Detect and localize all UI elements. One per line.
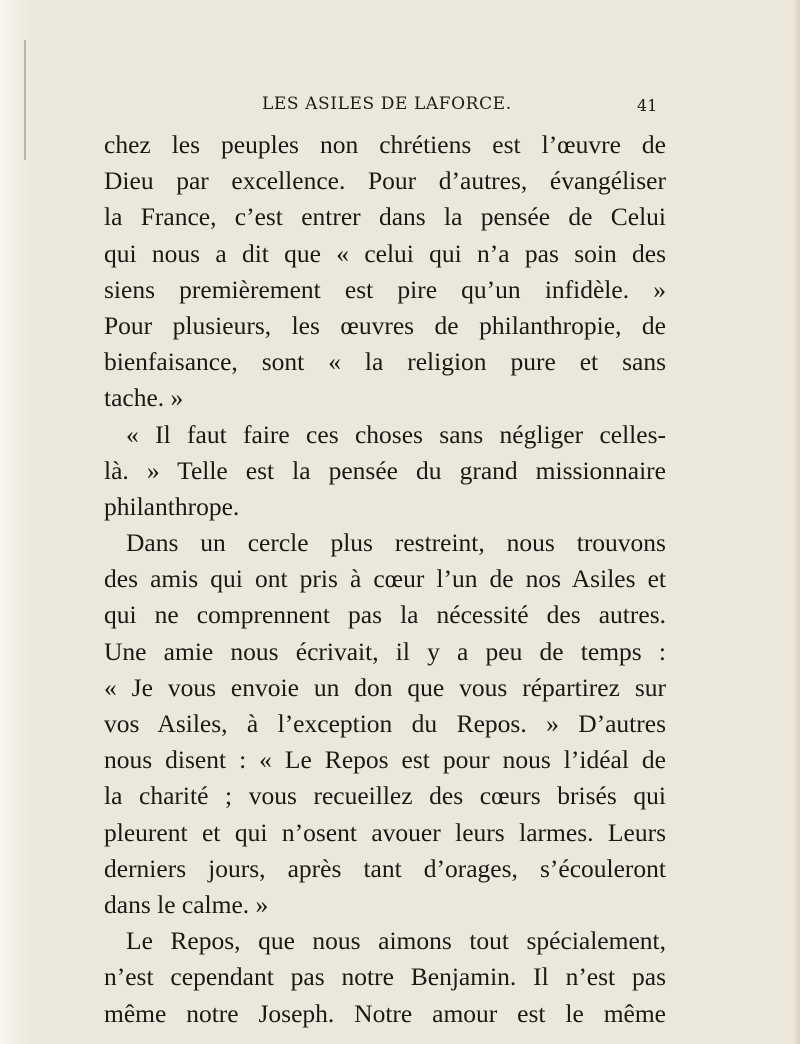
body-text xyxy=(104,127,666,1032)
text-line: siens premièrement est pire qu’un infidèle. » xyxy=(104,274,666,304)
text-line: des amis qui ont pris à cœur l’un de nos Asiles et xyxy=(104,564,666,594)
text-line: Le Repos, que nous aimons tout spécialement, xyxy=(126,926,666,956)
page-header xyxy=(0,92,800,122)
text-line: dans le calme. » xyxy=(104,889,269,919)
text-line: n’est cependant pas notre Benjamin. Il n’est pas xyxy=(104,962,666,992)
text-line: bienfaisance, sont « la religion pure et sans xyxy=(104,347,666,377)
text-line: Une amie nous écrivait, il y a peu de temps : xyxy=(104,636,666,666)
running-title: LES ASILES DE LAFORCE. xyxy=(262,94,512,114)
text-line: chez les peuples non chrétiens est l’œuvre de xyxy=(104,130,666,159)
text-line: la France, c’est entrer dans la pensée de Celui xyxy=(104,202,666,232)
page-gutter-edge xyxy=(0,0,34,1044)
text-line: Dieu par excellence. Pour d’autres, évangéliser xyxy=(104,166,666,196)
text-line: pleurent et qui n’osent avouer leurs larmes. Leurs xyxy=(104,817,666,847)
text-line: philanthrope. xyxy=(104,491,240,521)
text-line: qui ne comprennent pas la nécessité des autres. xyxy=(104,600,666,630)
text-line: vos Asiles, à l’exception du Repos. » D’autres xyxy=(104,709,666,738)
text-line: derniers jours, après tant d’orages, s’écouleront xyxy=(104,853,666,883)
page-number: 41 xyxy=(637,96,658,115)
text-line: tache. » xyxy=(104,383,184,413)
text-line: même notre Joseph. Notre amour est le même xyxy=(104,998,666,1028)
text-line: la charité ; vous recueillez des cœurs brisés qui xyxy=(104,781,666,811)
text-line: « Je vous envoie un don que vous répartirez sur xyxy=(104,672,666,702)
text-line: nous disent : « Le Repos est pour nous l’idéal de xyxy=(104,745,666,775)
text-line: Dans un cercle plus restreint, nous trouvons xyxy=(126,528,666,558)
text-line: « Il faut faire ces choses sans négliger celles- xyxy=(126,419,666,449)
text-line: là. » Telle est la pensée du grand missionnaire xyxy=(104,455,666,485)
text-line: Pour plusieurs, les œuvres de philanthropie, de xyxy=(104,310,666,340)
text-line: qui nous a dit que « celui qui n’a pas soin des xyxy=(104,238,666,268)
page-right-edge xyxy=(794,0,800,1044)
